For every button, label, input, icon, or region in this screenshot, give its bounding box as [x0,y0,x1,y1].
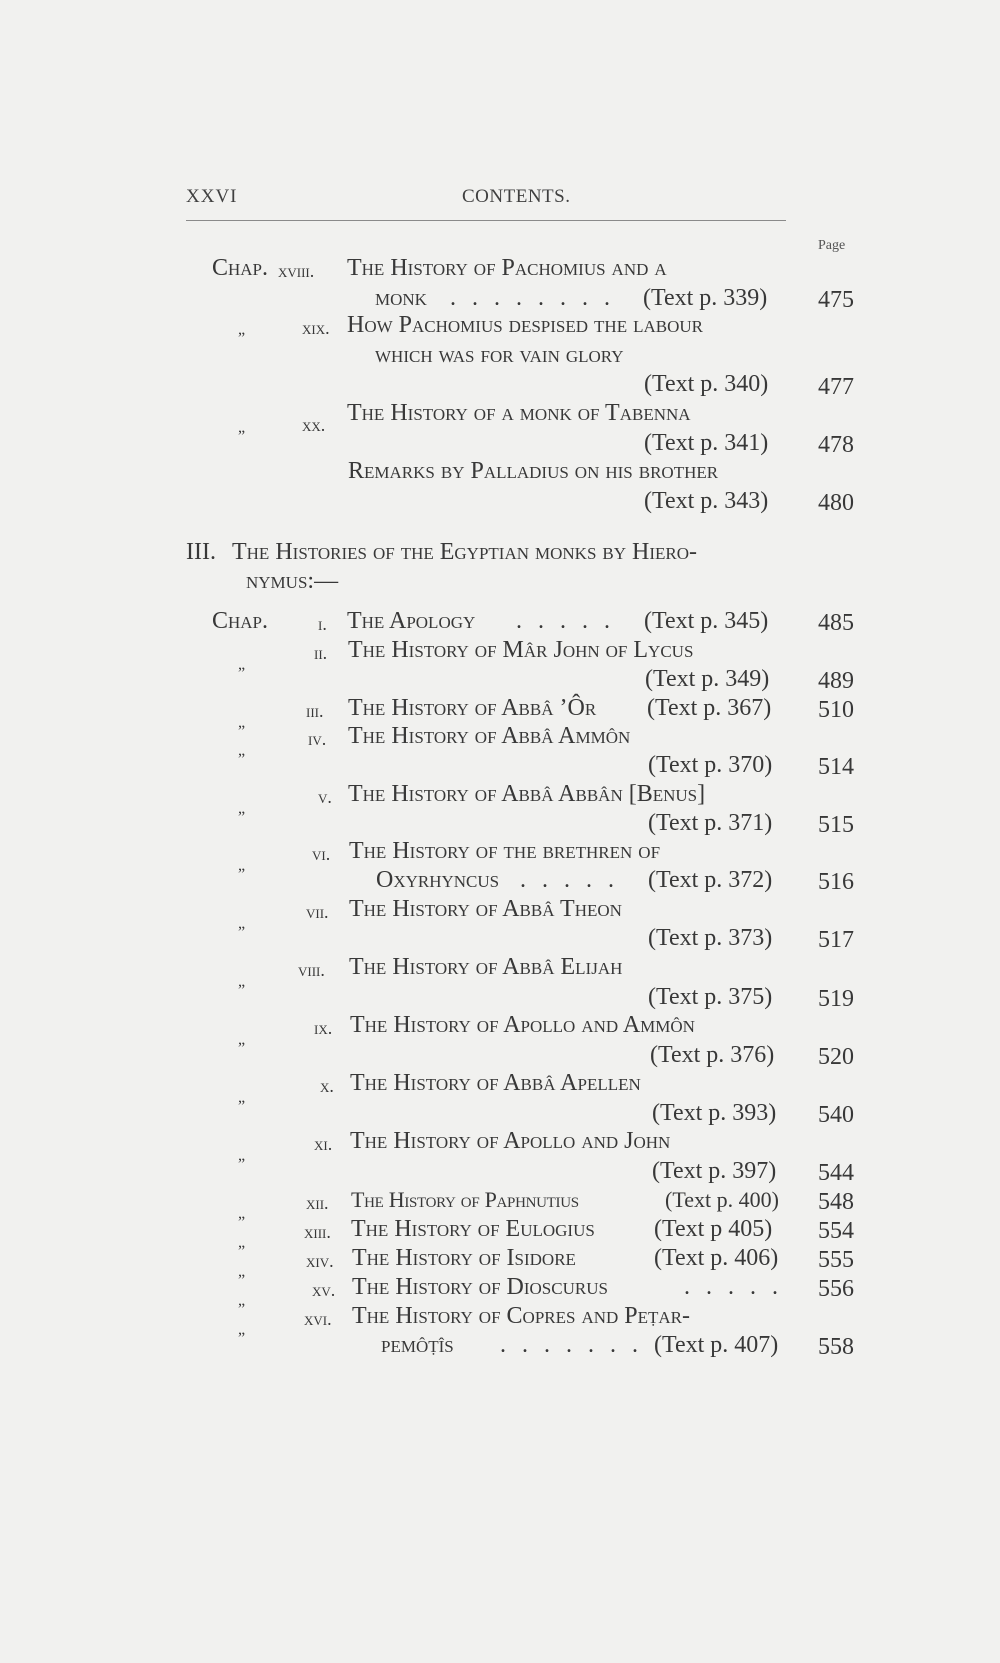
toc-leader-dots: . . . . . . . . [450,285,615,311]
toc-entry-number: xv. [312,1280,336,1300]
toc-text-ref: (Text p. 367) [647,695,772,721]
toc-text-ref: (Text p. 370) [648,752,773,778]
toc-entry-title: How Pachomius despised the labour [347,312,703,338]
toc-ditto-mark: „ [238,321,246,338]
toc-entry-title: The History of Abbâ Ammôn [348,723,631,749]
toc-page-number: 556 [818,1276,854,1302]
toc-entry-number: ii. [314,643,328,663]
toc-entry-title: The History of Abbâ ’Ôr [348,695,597,721]
section-title-cont: nymus:— [246,568,339,594]
toc-leader-dots: . . . . . [684,1274,783,1300]
toc-page-number: 516 [818,869,854,895]
toc-entry-title: The History of Eulogius [351,1216,595,1242]
toc-ditto-mark: „ [238,857,246,874]
toc-text-ref: (Text p. 372) [648,867,773,893]
toc-ditto-mark: „ [238,419,246,436]
toc-ditto-mark: „ [238,1089,246,1106]
toc-entry-title: The History of a monk of Tabenna [347,400,691,426]
toc-ditto-mark: „ [238,1263,246,1280]
toc-text-ref: (Text p. 393) [652,1100,777,1126]
toc-entry-number: viii. [298,960,325,980]
toc-entry-title-cont: monk [375,285,427,311]
toc-entry-number: xiv. [306,1251,334,1271]
toc-ditto-mark: „ [238,1147,246,1164]
toc-entry-title-cont: which was for vain glory [375,342,624,368]
toc-ditto-mark: „ [238,973,246,990]
toc-entry-title: The History of Paphnutius [351,1187,579,1212]
toc-entry-number: xvi. [304,1309,332,1329]
toc-text-ref: (Text p. 339) [643,285,768,311]
toc-leader-dots: . . . . . [520,867,619,893]
toc-entry-number: x. [320,1076,334,1096]
page-folio: XXVI [186,186,238,207]
toc-ditto-mark: „ [238,714,246,731]
toc-text-ref: (Text p. 376) [650,1042,775,1068]
toc-text-ref: (Text p. 341) [644,430,769,456]
toc-ditto-mark: „ [238,1205,246,1222]
toc-entry-title: The History of Isidore [352,1245,576,1271]
toc-text-ref: (Text p. 340) [644,371,769,397]
toc-page-number: 540 [818,1102,854,1128]
toc-page-number: 475 [818,287,854,313]
toc-leader-dots: . . . . . . . [500,1332,643,1358]
toc-text-ref: (Text p 405) [654,1216,773,1242]
toc-text-ref: (Text p. 400) [665,1187,779,1212]
toc-page-number: 519 [818,986,854,1012]
toc-entry-number: xiii. [304,1222,331,1242]
running-title: CONTENTS. [462,186,571,207]
toc-entry-title-cont: Oxyrhyncus [376,867,500,893]
toc-page-number: 555 [818,1247,854,1273]
toc-page-number: 548 [818,1189,854,1215]
toc-entry-title: The History of Abbâ Elijah [349,954,623,980]
toc-page-number: 477 [818,374,854,400]
toc-entry-title: The History of Dioscurus [352,1274,608,1300]
toc-page-number: 485 [818,610,854,636]
toc-entry-number: vii. [306,902,329,922]
toc-ditto-mark: „ [238,656,246,673]
toc-entry-number: vi. [312,844,331,864]
toc-page-number: 544 [818,1160,854,1186]
toc-ditto-mark: „ [238,1321,246,1338]
toc-entry-number: xviii. [278,261,315,281]
toc-entry-title: The History of Apollo and Ammôn [350,1012,695,1038]
toc-text-ref: (Text p. 375) [648,984,773,1010]
toc-entry-number: ix. [314,1018,333,1038]
section-number: III. [186,539,216,565]
toc-entry-title: The History of Apollo and John [350,1128,671,1154]
toc-page-number: 489 [818,668,854,694]
toc-entry-title: The History of the brethren of [349,838,661,864]
toc-ditto-mark: „ [238,1292,246,1309]
toc-ditto-mark: „ [238,915,246,932]
toc-entry-number: xi. [314,1134,333,1154]
toc-page-number: 517 [818,927,854,953]
toc-text-ref: (Text p. 343) [644,488,769,514]
toc-text-ref: (Text p. 397) [652,1158,777,1184]
page-column-label: Page [818,238,846,253]
toc-text-ref: (Text p. 407) [654,1332,779,1358]
toc-entry-number: iii. [306,701,324,721]
toc-entry-title-cont: pemôṭîs [381,1332,454,1358]
toc-page-number: 510 [818,697,854,723]
toc-entry-title: Remarks by Palladius on his brother [348,458,719,484]
toc-entry-number: iv. [308,729,327,749]
toc-entry-title: The History of Abbâ Abbân [Benus] [348,781,706,807]
toc-ditto-mark: „ [238,1234,246,1251]
toc-entry-number: xx. [302,415,326,435]
toc-text-ref: (Text p. 373) [648,925,773,951]
toc-entry-title: The History of Copres and Peṭar- [352,1303,691,1329]
toc-ditto-mark: „ [238,1031,246,1048]
toc-ditto-mark: „ [238,742,246,759]
toc-text-ref: (Text p. 345) [644,608,769,634]
toc-entry-title: The History of Abbâ Apellen [350,1070,641,1096]
toc-entry-number: v. [318,787,332,807]
toc-page-number: 515 [818,812,854,838]
toc-entry-prefix: Chap. [212,608,269,634]
toc-text-ref: (Text p. 349) [645,666,770,692]
toc-entry-number: xix. [302,318,330,338]
toc-ditto-mark: „ [238,800,246,817]
toc-entry-prefix: Chap. [212,255,269,281]
toc-entry-title: The History of Abbâ Theon [349,896,622,922]
toc-page-number: 480 [818,490,854,516]
toc-page-number: 478 [818,432,854,458]
toc-page-number: 558 [818,1334,854,1360]
toc-entry-number: xii. [306,1193,329,1213]
toc-page-number: 554 [818,1218,854,1244]
toc-entry-number: i. [318,614,327,634]
toc-leader-dots: . . . . . [516,608,615,634]
toc-page-number: 514 [818,754,854,780]
toc-entry-title: The History of Pachomius and a [347,255,667,281]
toc-text-ref: (Text p. 371) [648,810,773,836]
section-title: The Histories of the Egyptian monks by Hiero- [232,539,698,565]
toc-entry-title: The History of Mâr John of Lycus [348,637,694,663]
toc-text-ref: (Text p. 406) [654,1245,779,1271]
toc-entry-title: The Apology [347,608,476,634]
toc-page-number: 520 [818,1044,854,1070]
